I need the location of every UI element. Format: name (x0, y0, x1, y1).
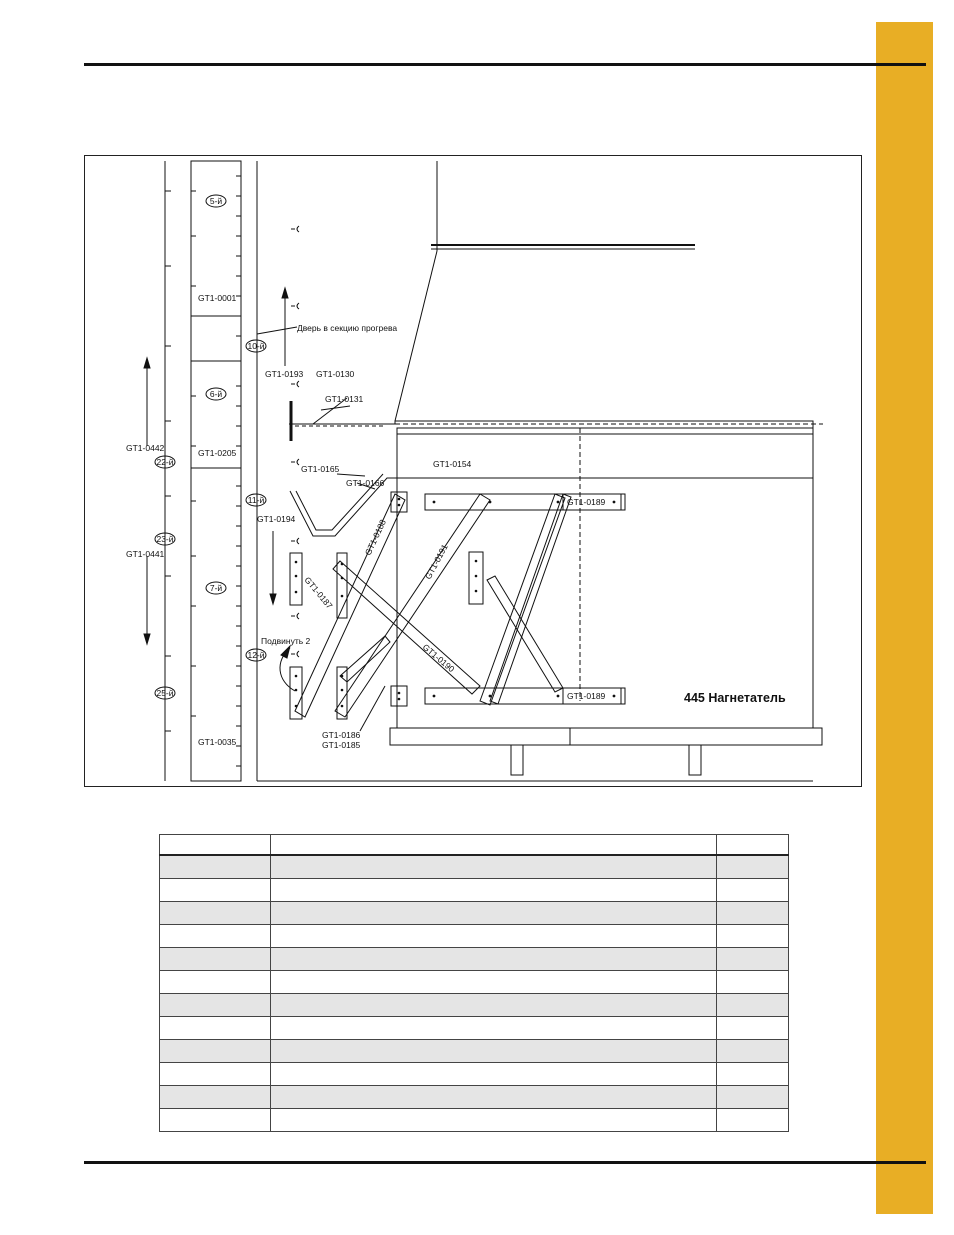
section-tab (876, 22, 933, 1214)
section-label-12: 12-й (247, 650, 265, 660)
table-header-cell (160, 835, 271, 856)
part-label: GT1-0166 (346, 478, 385, 488)
table-cell (717, 994, 789, 1017)
table-cell (271, 902, 717, 925)
table-row (160, 902, 789, 925)
table-cell (160, 1040, 271, 1063)
table-row (160, 1040, 789, 1063)
table-cell (160, 925, 271, 948)
part-label: GT1-0194 (257, 514, 296, 524)
rivets (295, 498, 616, 708)
part-label: GT1-0001 (198, 293, 237, 303)
part-label: GT1-0165 (301, 464, 340, 474)
table-cell (271, 1063, 717, 1086)
plates (391, 492, 625, 706)
table-row (160, 1109, 789, 1132)
table-cell (717, 1086, 789, 1109)
section-label-5: 5-й (209, 196, 223, 206)
table-cell (271, 1040, 717, 1063)
section-label-23: 23-й (156, 534, 174, 544)
table-cell (160, 1086, 271, 1109)
section-label-10: 10-й (247, 341, 265, 351)
part-label: GT1-0130 (316, 369, 355, 379)
table-cell (160, 879, 271, 902)
table-cell (160, 971, 271, 994)
leaders (313, 398, 385, 731)
part-label: GT1-0191 (422, 542, 450, 581)
cross-braces (295, 494, 571, 717)
part-label: GT1-0205 (198, 448, 237, 458)
table-cell (160, 855, 271, 879)
table-cell (160, 948, 271, 971)
tower-column (191, 161, 257, 781)
door-callout: Дверь в секцию прогрева (297, 323, 398, 333)
part-label: GT1-0189 (567, 497, 606, 507)
part-label: GT1-0186 (322, 730, 361, 740)
part-label: GT1-0154 (433, 459, 472, 469)
part-label: GT1-0188 (362, 517, 388, 557)
table-row (160, 879, 789, 902)
table-cell (271, 994, 717, 1017)
part-label: GT1-0187 (302, 574, 335, 611)
table-cell (717, 855, 789, 879)
table-header-row (160, 835, 789, 856)
table-cell (160, 1109, 271, 1132)
table-cell (717, 1040, 789, 1063)
table-row (160, 1063, 789, 1086)
table-cell (160, 902, 271, 925)
move-callout: Подвинуть 2 (261, 636, 311, 646)
table-cell (717, 948, 789, 971)
section-label-22: 22-й (156, 457, 174, 467)
blower-title: 445 Нагнетатель (684, 691, 786, 705)
arrows (144, 288, 297, 691)
table-cell (271, 1017, 717, 1040)
table-row (160, 1086, 789, 1109)
header-rule (84, 63, 926, 66)
table-cell (271, 879, 717, 902)
part-label: GT1-0190 (420, 641, 457, 675)
table-cell (271, 1086, 717, 1109)
upper-housing (289, 161, 823, 701)
section-label-7: 7-й (209, 583, 223, 593)
table-header-cell (271, 835, 717, 856)
section-label-25: 25-й (156, 688, 174, 698)
part-label: GT1-0185 (322, 740, 361, 750)
table-cell (271, 1109, 717, 1132)
table-cell (717, 1109, 789, 1132)
table-cell (271, 925, 717, 948)
table-row (160, 994, 789, 1017)
part-label: GT1-0189 (567, 691, 606, 701)
table-cell (160, 1063, 271, 1086)
table-row (160, 855, 789, 879)
table-cell (717, 971, 789, 994)
table-cell (717, 902, 789, 925)
table-cell (271, 948, 717, 971)
table-cell (717, 879, 789, 902)
table-row (160, 971, 789, 994)
table-row (160, 948, 789, 971)
footer-rule (84, 1161, 926, 1164)
table-cell (717, 1017, 789, 1040)
section-label-6: 6-й (209, 389, 223, 399)
part-label: GT1-0442 (126, 443, 165, 453)
table-cell (717, 1063, 789, 1086)
assembly-drawing (84, 155, 862, 787)
table-cell (160, 994, 271, 1017)
part-label: GT1-0193 (265, 369, 304, 379)
part-label: GT1-0035 (198, 737, 237, 747)
table-cell (717, 925, 789, 948)
table-row (160, 1017, 789, 1040)
section-markers (155, 195, 266, 699)
table-row (160, 925, 789, 948)
table-cell (271, 855, 717, 879)
table-header-cell (717, 835, 789, 856)
part-label: GT1-0131 (325, 394, 364, 404)
table-cell (160, 1017, 271, 1040)
section-label-11: 11-й (247, 495, 265, 505)
part-label: GT1-0441 (126, 549, 165, 559)
parts-table (159, 834, 789, 1132)
table-cell (271, 971, 717, 994)
